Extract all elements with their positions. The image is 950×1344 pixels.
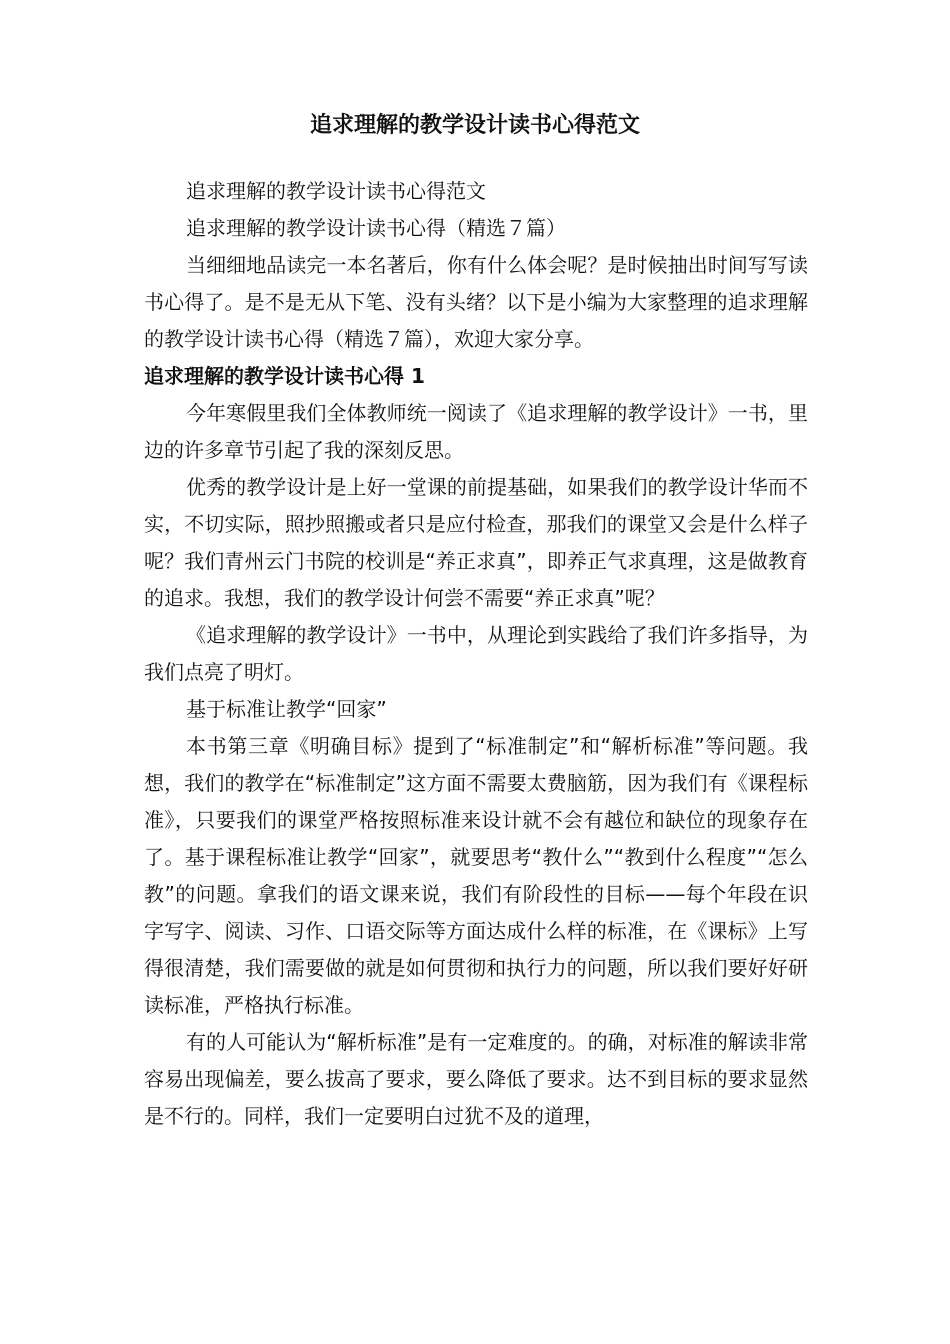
paragraph: 今年寒假里我们全体教师统一阅读了《追求理解的教学设计》一书，里边的许多章节引起了我的深刻反思。 — [144, 401, 808, 462]
section-heading: 追求理解的教学设计读书心得 1 — [144, 364, 425, 388]
paragraph: 本书第三章《明确目标》提到了“标准制定”和“解析标准”等问题。我想，我们的教学在“标准制定”这方面不需要太费脑筋，因为我们有《课程标准》，只要我们的课堂严格按照标准来设计就不会有越位和缺位的现象存在了。基于课程标准让教学“回家”，就要思考“教什么”“教到什么程度”“怎么教”的问题。拿我们的语文课来说，我们有阶段性的目标——每个年段在识字写字、阅读、习作、口语交际等方面达成什么样的标准，在《课标》上写得很清楚，我们需要做的就是如何贯彻和执行力的问题，所以我们要好好研读标准，严格执行标准。 — [144, 734, 808, 1017]
paragraph: 追求理解的教学设计读书心得范文 — [186, 179, 486, 203]
paragraph: 当细细地品读完一本名著后，你有什么体会呢？是时候抽出时间写写读书心得了。是不是无从下笔、没有头绪？以下是小编为大家整理的追求理解的教学设计读书心得（精选７篇），欢迎大家分享。 — [144, 253, 808, 351]
paragraph: 《追求理解的教学设计》一书中，从理论到实践给了我们许多指导，为我们点亮了明灯。 — [144, 623, 808, 684]
paragraph: 优秀的教学设计是上好一堂课的前提基础，如果我们的教学设计华而不实，不切实际，照抄照搬或者只是应付检查，那我们的课堂又会是什么样子呢？我们青州云门书院的校训是“养正求真”，即养正气求真理，这是做教育的追求。我想，我们的教学设计何尝不需要“养正求真”呢？ — [144, 475, 808, 610]
document-body — [144, 173, 808, 1135]
document-title: 追求理解的教学设计读书心得范文 — [309, 113, 640, 138]
paragraph: 有的人可能认为“解析标准”是有一定难度的。的确，对标准的解读非常容易出现偏差，要么拔高了要求，要么降低了要求。达不到目标的要求显然是不行的。同样，我们一定要明白过犹不及的道理， — [144, 1030, 808, 1128]
paragraph: 追求理解的教学设计读书心得（精选７篇） — [186, 216, 566, 240]
paragraph: 基于标准让教学“回家” — [186, 697, 387, 721]
